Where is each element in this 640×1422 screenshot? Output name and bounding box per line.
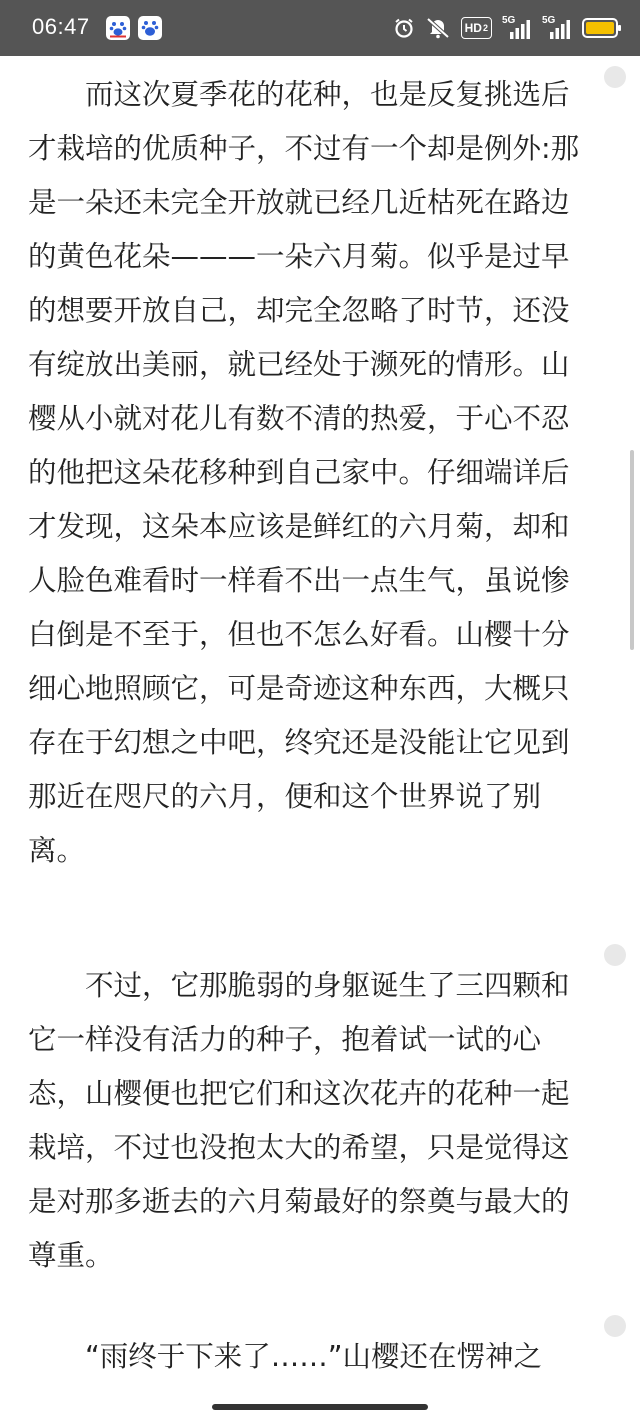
paragraph-text: 而这次夏季花的花种，也是反复挑选后才栽培的优质种子，不过有一个却是例外:那是一朵还未完全开放就已经几近枯死在路边的黄色花朵———一朵六月菊。似乎是过早的想要开放自己，却完全忽略了时节，还没有绽放出美丽，就已经处于濒死的情形。山樱从小就对花儿有数不清的热爱，于心不忍的他把这朵花移种到自己家中。仔细端详后才发现，这朵本应该是鲜红的六月菊，却和人脸色难看时一样看不出一点生气，虽说惨白倒是不至于，但也不怎么好看。山樱十分细心地照顾它，可是奇迹这种东西，大概只存在于幻想之中吧，终究还是没能让它见到那近在咫尺的六月，便和这个世界说了别离。: [28, 78, 580, 867]
paragraph-comment-marker[interactable]: [604, 66, 626, 88]
5g-signal-icon: [502, 15, 532, 41]
article-content[interactable]: [0, 56, 640, 1422]
baidu-app-icon: [106, 16, 130, 40]
paragraph: [28, 68, 588, 878]
paragraph-comment-marker[interactable]: [604, 1315, 626, 1337]
paragraph: [28, 959, 588, 1283]
scrollbar[interactable]: [630, 450, 634, 650]
network-type-label: 5G: [542, 15, 556, 26]
hd-label: HD: [464, 21, 482, 35]
network-type-label: 5G: [502, 15, 516, 26]
alarm-icon: [393, 17, 415, 39]
status-time: 06:47: [32, 14, 90, 39]
home-indicator[interactable]: [212, 1404, 428, 1410]
battery-icon: [582, 17, 622, 39]
hd-icon: [461, 17, 492, 39]
paragraph-text: “雨终于下来了……”山樱还在愣神之: [85, 1340, 543, 1373]
hd-sub: 2: [482, 23, 488, 33]
mute-icon: [425, 17, 451, 39]
baidu-app-icon: [138, 16, 162, 40]
paragraph-comment-marker[interactable]: [604, 944, 626, 966]
status-icons: [393, 12, 622, 44]
paragraph: [28, 1330, 588, 1384]
5g-signal-icon: [542, 15, 572, 41]
paragraph-text: 不过，它那脆弱的身躯诞生了三四颗和它一样没有活力的种子，抱着试一试的心态，山樱便也把它们和这次花卉的花种一起栽培，不过也没抱太大的希望，只是觉得这是对那多逝去的六月菊最好的祭奠与最大的尊重。: [28, 969, 570, 1272]
status-bar: [0, 0, 640, 56]
